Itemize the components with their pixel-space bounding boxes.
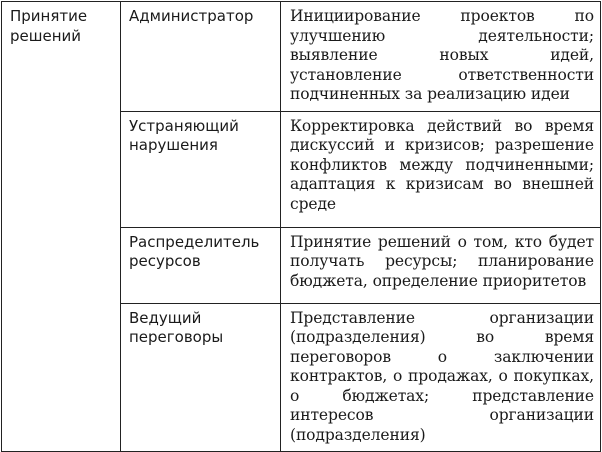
role-description: Представление организации (подразделения) во время переговоров о заключении контрактов, о продажах, о покупках, о бюджетах; представление интересов организации (подразделения) (290, 308, 594, 444)
role-cell (121, 227, 281, 303)
role-label: Администратор (129, 7, 254, 25)
category-cell (2, 2, 121, 452)
table-row (2, 2, 601, 112)
description-cell (281, 303, 601, 452)
role-description: Корректировка действий во время дискуссий и кризисов; разрешение конфликтов между подчиненными; адаптация к кризисам во внешней среде (290, 116, 594, 213)
role-label: Ведущий переговоры (129, 308, 224, 346)
description-cell (281, 111, 601, 227)
description-cell (281, 2, 601, 112)
role-cell (121, 111, 281, 227)
role-cell (121, 303, 281, 452)
role-label: Устраняющий нарушения (129, 116, 239, 154)
role-label: Распределитель ресурсов (129, 232, 260, 270)
role-description: Принятие решений о том, кто будет получать ресурсы; планирование бюджета, определение приоритетов (290, 232, 594, 290)
role-description: Инициирование проектов по улучшению деятельности; выявление новых идей, установление ответственности подчиненных за реализацию идеи (290, 7, 594, 103)
category-label: Принятие решений (10, 7, 88, 45)
description-cell (281, 227, 601, 303)
roles-table (1, 1, 601, 452)
role-cell (121, 2, 281, 112)
